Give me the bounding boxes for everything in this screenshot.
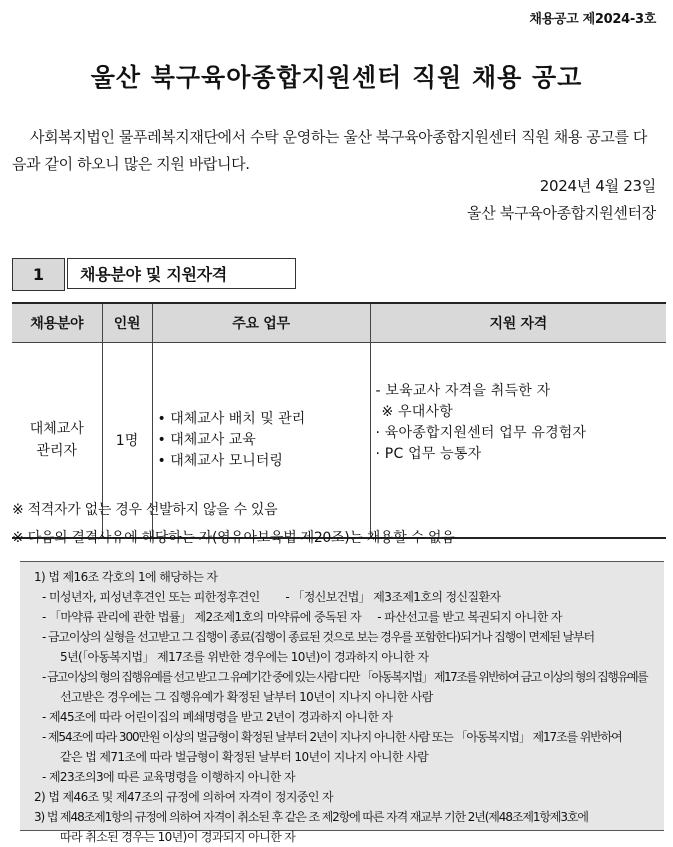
header-qualifications: 지원 자격: [370, 303, 666, 343]
duty-item: • 대체교사 배치 및 관리: [158, 409, 369, 430]
header-duties: 주요 업무: [152, 303, 370, 343]
issuer-name: 울산 북구육아종합지원센터장: [467, 204, 656, 222]
qualification-item: - 보육교사 자격을 취득한 자: [375, 383, 551, 399]
notice-date: 2024년 4월 23일: [539, 177, 656, 195]
reason-line: 2) 법 제46조 및 제47조의 규정에 의하여 자격이 정지중인 자: [34, 790, 334, 804]
field-line: 대체교사: [29, 421, 84, 437]
reason-line: - 미성년자, 피성년후견인 또는 피한정후견인 - 「정신보건법」 제3조제1호의 정신질환자: [42, 590, 501, 604]
duty-list: [154, 409, 369, 472]
qualification-item: ※ 우대사항: [381, 404, 453, 420]
reason-line: - 제23조의3에 따른 교육명령을 이행하지 아니한 자: [42, 770, 295, 784]
reason-line: 5년(「아동복지법」 제17조를 위반한 경우에는 10년)이 경과하지 아니한 자: [60, 650, 429, 664]
page-title: 울산 북구육아종합지원센터 직원 채용 공고: [90, 63, 583, 92]
section-number: 1: [12, 258, 65, 291]
duty-item: • 대체교사 모니터링: [158, 451, 369, 472]
duty-item: • 대체교사 교육: [158, 430, 369, 451]
note-no-candidate: ※ 적격자가 없는 경우 선발하지 않을 수 있음: [12, 502, 278, 518]
section-title: 채용분야 및 지원자격: [67, 258, 296, 289]
intro-paragraph: [12, 124, 660, 178]
reason-line: 3) 법 제48조제1항의 규정에 의하여 자격이 취소된 후 같은 조 제2항에 따른 자격 재교부 기한 2년(제48조제1항제3호에: [34, 810, 588, 824]
reason-line: - 제45조에 따라 어린이집의 폐쇄명령을 받고 2년이 경과하지 아니한 자: [42, 710, 393, 724]
cell-count: 1명: [102, 343, 152, 539]
qualification-item: · 육아종합지원센터 업무 유경험자: [375, 425, 587, 441]
reason-line: - 제54조에 따라 300만원 이상의 벌금형이 확정된 날부터 2년이 지나지 아니한 사람 또는 「아동복지법」 제17조를 위반하여: [42, 730, 622, 744]
header-field: 채용분야: [12, 303, 102, 343]
reason-line: - 「마약류 관리에 관한 법률」 제2조제1호의 마약류에 중독된 자 - 파산선고를 받고 복권되지 아니한 자: [42, 610, 562, 624]
reason-line: 1) 법 제16조 각호의 1에 해당하는 자: [34, 570, 218, 584]
intro-text: 사회복지법인 물푸레복지재단에서 수탁 운영하는 울산 북구육아종합지원센터 직원 채용 공고를 다음과 같이 하오니 많은 지원 바랍니다.: [12, 128, 648, 173]
field-line: 관리자: [36, 443, 78, 459]
reason-line: 선고받은 경우에는 그 집행유예가 확정된 날부터 10년이 지나지 아니한 사람: [60, 690, 433, 704]
notice-number: 채용공고 제2024-3호: [529, 12, 656, 27]
cell-qualifications: [370, 343, 666, 539]
table-header-row: [12, 303, 666, 343]
header-count: 인원: [102, 303, 152, 343]
reason-line: - 금고이상의 실형을 선고받고 그 집행이 종료(집행이 종료된 것으로 보는 경우를 포함한다)되거나 집행이 면제된 날부터: [42, 630, 595, 644]
reason-line: - 금고이상의 형의 집행유예를 선고 받고 그 유예기간 중에 있는 사람 다만 「아동복지법」 제17조를 위반하여 금고 이상의 형의 집행유예를: [42, 670, 648, 684]
disqualification-box: [20, 561, 664, 844]
reason-line: 따라 취소된 경우는 10년)이 경과되지 아니한 자: [60, 830, 296, 844]
note-disqualification: ※ 다음의 결격사유에 해당하는 자(영유아보육법 제20조)는 채용할 수 없음: [12, 530, 455, 546]
reason-line: 같은 법 제71조에 따라 벌금형이 확정된 날부터 10년이 지나지 아니한 사람: [60, 750, 429, 764]
qualification-list: [372, 381, 666, 465]
qualification-item: · PC 업무 능통자: [375, 446, 482, 462]
